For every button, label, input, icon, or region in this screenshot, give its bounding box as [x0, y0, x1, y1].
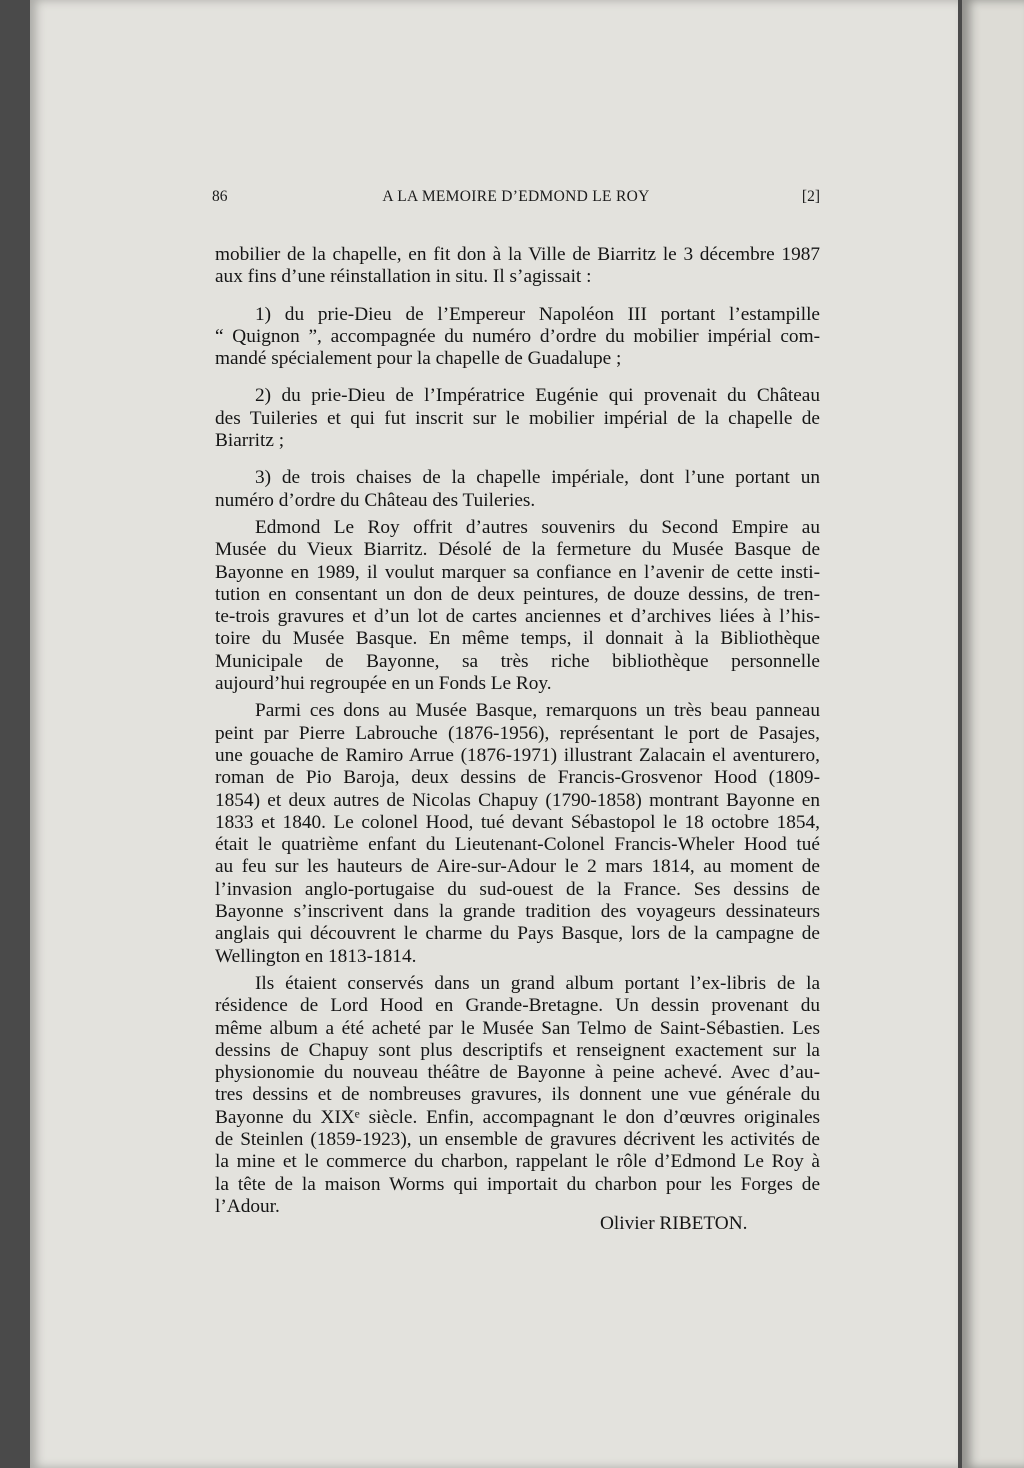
- next-page-edge: [962, 0, 1024, 1468]
- text-line: physionomie du nouveau théâtre de Bayonne à peine achevé. Avec d’au-: [215, 1062, 820, 1084]
- body-text: [215, 244, 820, 1218]
- text-line: aux fins d’une réinstallation in situ. Il s’agissait :: [215, 266, 592, 288]
- running-header: [212, 188, 820, 212]
- text-line: de Steinlen (1859-1923), un ensemble de gravures décrivent les activités de: [215, 1128, 820, 1150]
- text-line: anglais qui découvrent le charme du Pays Basque, lors de la campagne de: [215, 923, 820, 945]
- text-line: l’invasion anglo-portugaise du sud-ouest de la France. Ses dessins de: [215, 878, 820, 900]
- text-line: mobilier de la chapelle, en fit don à la Ville de Biarritz le 3 décembre 1987: [215, 244, 820, 265]
- text-line: 1) du prie-Dieu de l’Empereur Napoléon III portant l’estampille: [255, 303, 820, 325]
- author-signature: Olivier RIBETON.: [600, 1213, 748, 1234]
- text-line: Edmond Le Roy offrit d’autres souvenirs du Second Empire au: [255, 516, 820, 538]
- text-line: dessins de Chapuy sont plus descriptifs et renseignent exactement sur la: [215, 1039, 820, 1061]
- text-line: Bayonne du XIXᵉ siècle. Enfin, accompagnant le don d’œuvres originales: [215, 1106, 820, 1128]
- text-line: peint par Pierre Labrouche (1876-1956), représentant le port de Pasajes,: [215, 722, 820, 744]
- text-line: 1833 et 1840. Le colonel Hood, tué devant Sébastopol le 18 octobre 1854,: [215, 811, 820, 833]
- running-title: A LA MEMOIRE D’EDMOND LE ROY: [382, 188, 650, 205]
- text-line: aujourd’hui regroupée en un Fonds Le Roy.: [215, 673, 552, 695]
- text-line: résidence de Lord Hood en Grande-Bretagne. Un dessin provenant du: [215, 995, 820, 1017]
- text-line: une gouache de Ramiro Arrue (1876-1971) illustrant Zalacain el aventurero,: [215, 744, 820, 766]
- text-line: mandé spécialement pour la chapelle de Guadalupe ;: [215, 348, 622, 370]
- text-line: la tête de la maison Worms qui importait du charbon pour les Forges de: [215, 1173, 820, 1195]
- text-line: Ils étaient conservés dans un grand album portant l’ex-libris de la: [255, 972, 820, 994]
- text-line: numéro d’ordre du Château des Tuileries.: [215, 489, 536, 511]
- text-line: te-trois gravures et d’un lot de cartes anciennes et d’archives liées à l’his-: [215, 606, 820, 628]
- list-item-paragraph: [215, 467, 820, 512]
- paragraph: [215, 700, 820, 968]
- text-line: des Tuileries et qui fut inscrit sur le mobilier impérial de la chapelle de: [215, 407, 820, 429]
- text-line: l’Adour.: [215, 1195, 280, 1217]
- text-line: 1854) et deux autres de Nicolas Chapuy (1790-1858) montrant Bayonne en: [215, 789, 820, 811]
- text-line: Bayonne s’inscrivent dans la grande tradition des voyageurs dessinateurs: [215, 901, 820, 923]
- text-line: Bayonne en 1989, il voulut marquer sa confiance en l’avenir de cette insti-: [215, 561, 820, 583]
- text-line: roman de Pio Baroja, deux dessins de Francis-Grosvenor Hood (1809-: [215, 767, 820, 789]
- text-line: Municipale de Bayonne, sa très riche bibliothèque personnelle: [215, 650, 820, 672]
- text-line: au feu sur les hauteurs de Aire-sur-Adour le 2 mars 1814, au moment de: [215, 856, 820, 878]
- list-item-paragraph: [215, 304, 820, 371]
- text-line: était le quatrième enfant du Lieutenant-Colonel Francis-Wheler Hood tué: [215, 834, 820, 856]
- paragraph: [215, 973, 820, 1218]
- text-line: toire du Musée Basque. En même temps, il donnait à la Bibliothèque: [215, 628, 820, 650]
- text-line: la mine et le commerce du charbon, rappelant le rôle d’Edmond Le Roy à: [215, 1151, 820, 1173]
- text-line: même album a été acheté par le Musée San Telmo de Saint-Sébastien. Les: [215, 1017, 820, 1039]
- text-line: Parmi ces dons au Musée Basque, remarquons un très beau panneau: [255, 700, 820, 722]
- page-number: 86: [212, 188, 228, 205]
- text-line: tres dessins et de nombreuses gravures, ils donnent une vue générale du: [215, 1084, 820, 1106]
- paragraph: [215, 244, 820, 289]
- text-line: tution en consentant un don de deux peintures, de douze dessins, de tren-: [215, 583, 820, 605]
- text-line: 3) de trois chaises de la chapelle impériale, dont l’une portant un: [255, 467, 820, 489]
- list-item-paragraph: [215, 385, 820, 452]
- text-line: Biarritz ;: [215, 430, 285, 452]
- text-line: 2) du prie-Dieu de l’Impératrice Eugénie qui provenait du Château: [255, 385, 820, 407]
- section-number: [2]: [801, 188, 820, 205]
- text-line: Musée du Vieux Biarritz. Désolé de la fermeture du Musée Basque de: [215, 539, 820, 561]
- text-line: Wellington en 1813-1814.: [215, 945, 417, 967]
- text-line: “ Quignon ”, accompagnée du numéro d’ordre du mobilier impérial com-: [215, 325, 820, 347]
- paragraph: [215, 517, 820, 695]
